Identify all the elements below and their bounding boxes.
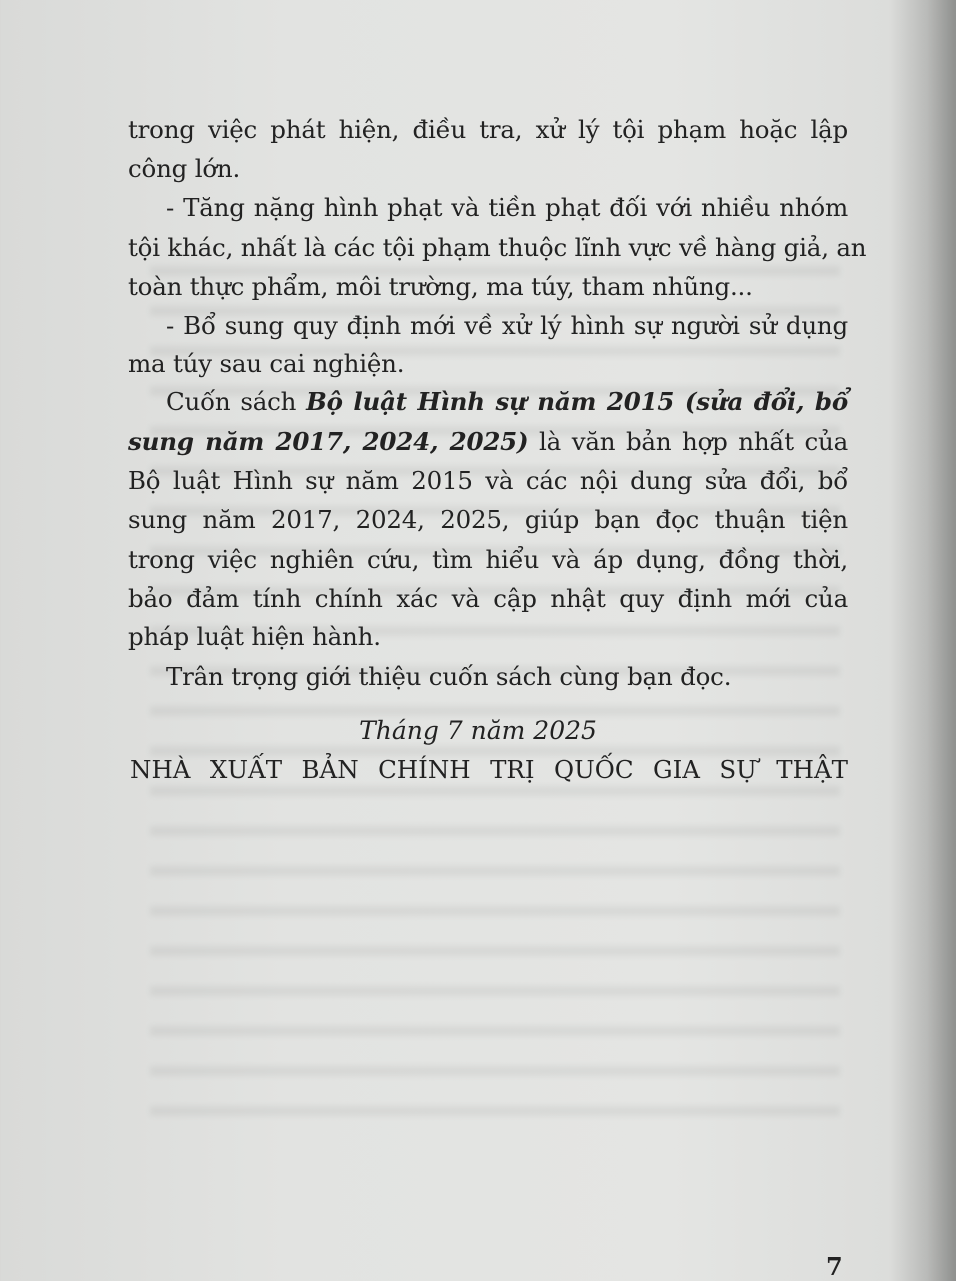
page-number: 7 [826, 1252, 843, 1281]
publisher-name: NHÀ XUẤT BẢN CHÍNH TRỊ QUỐC GIA SỰ THẬT [130, 755, 848, 784]
body-line: Trân trọng giới thiệu cuốn sách cùng bạn đọc. [166, 662, 732, 691]
text: là văn bản hợp nhất của [528, 427, 849, 456]
body-line: bảo đảm tính chính xác và cập nhật quy định mới của [128, 584, 848, 613]
body-line: tội khác, nhất là các tội phạm thuộc lĩnh vực về hàng giả, an [128, 233, 867, 262]
body-line: công lớn. [128, 154, 241, 183]
body-line [128, 427, 848, 457]
body-line: toàn thực phẩm, môi trường, ma túy, tham nhũng... [128, 272, 753, 301]
book-title: sung năm 2017, 2024, 2025) [128, 427, 529, 456]
book-title: Bộ luật Hình sự năm 2015 (sửa đổi, bổ [306, 387, 848, 416]
body-line: sung năm 2017, 2024, 2025, giúp bạn đọc thuận tiện [128, 505, 848, 534]
body-line [166, 387, 848, 417]
body-line: trong việc phát hiện, điều tra, xử lý tội phạm hoặc lập [128, 115, 848, 144]
text: Cuốn sách [166, 387, 307, 416]
body-line: ma túy sau cai nghiện. [128, 349, 405, 378]
signature-date: Tháng 7 năm 2025 [359, 716, 597, 745]
body-line: Bộ luật Hình sự năm 2015 và các nội dung sửa đổi, bổ [128, 466, 848, 495]
body-line: trong việc nghiên cứu, tìm hiểu và áp dụng, đồng thời, [128, 545, 848, 574]
body-line: pháp luật hiện hành. [128, 622, 381, 651]
body-line: - Bổ sung quy định mới về xử lý hình sự người sử dụng [166, 311, 848, 340]
body-line: - Tăng nặng hình phạt và tiền phạt đối với nhiều nhóm [166, 193, 848, 222]
